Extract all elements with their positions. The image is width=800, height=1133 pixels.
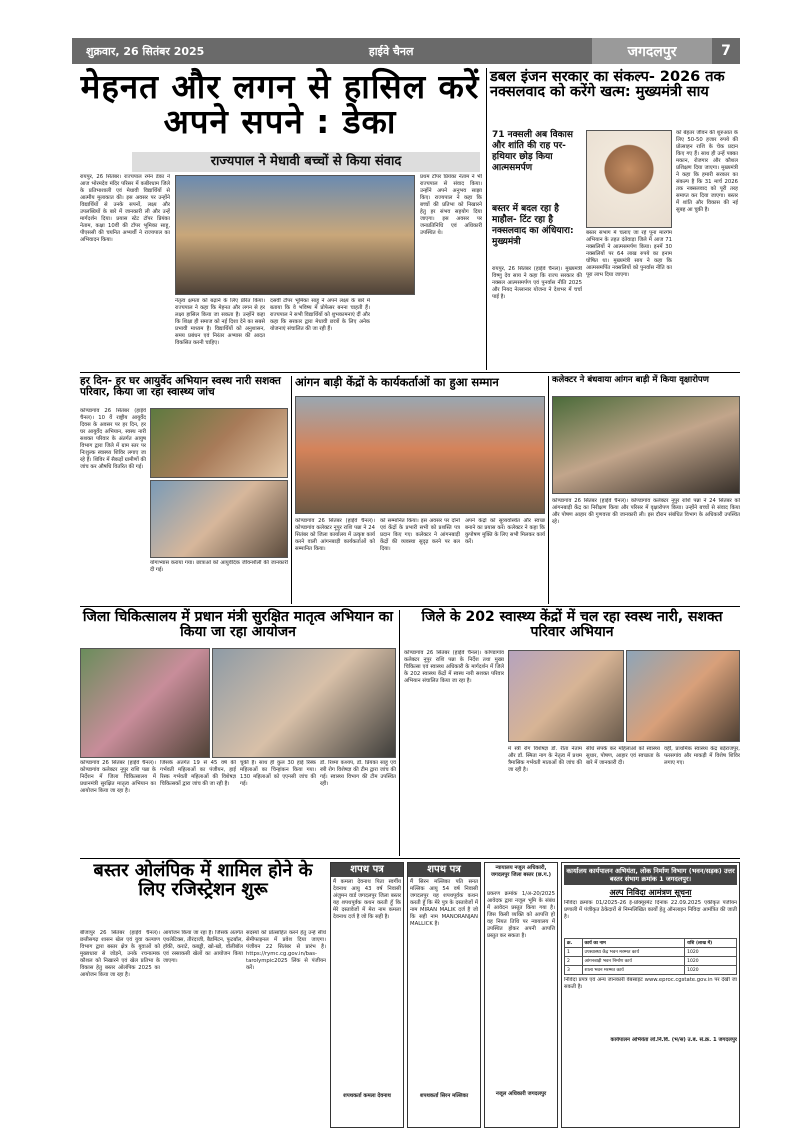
bastar-body-3: सदस्यों को प्रोत्साहित करने हेतु उन्हें सीधे सेमीफाइनल में प्रवेश दिया जाएगा। पंजीयन 22 सितंबर से प्रारंभ है। https://rymc.cg.gov.in/bas-tarolympic2025 लिंक से पंजीयन करें। [246, 930, 326, 971]
health-body-1: कोण्डागांव 26 सितंबर (हाईवे चैनल)। कोण्डागांव कलेक्टर नूपुर राशि पन्ना के निर्देश तथा मुख्य चिकित्सा एवं स्वास्थ्य अधिकारी के मार्गदर्शन में जिले के 202 स्वास्थ्य केंद्रों में स्वस्थ नारी सशक्त परिवार अभियान संचालित किया जा रहा है। [404, 650, 504, 684]
pm-headline: जिला चिकित्सालय में प्रधान मंत्री सुरक्षित मातृत्व अभियान का किया जा रहा आयोजन [82, 609, 394, 640]
anganwadi-body-2: को सम्मानित किया। इस अवसर पर दोनों एवं केंद्रों के प्रभारी सभी को प्रशस्ति पत्र प्रदान किए गए। कलेक्टर ने आंगनबाड़ी केंद्रों की व्यवस्था सुदृढ़ करने पर बल दिया। [380, 518, 460, 552]
bastar-body-1: बीजापुर 26 सितंबर (हाईवे चैनल)। छत्तीसगढ़ शासन खेल एवं युवा कल्याण विभाग द्वारा बस्तर क्षेत्र के युवाओं को मुख्यधारा से जोड़ने, उनके रचनात्मक कौशल को निखारने एवं खेल प्रतिभा के विकास हेतु बस्तर ओलंपिक 2025 का आयोजन किया जा रहा है। [80, 930, 160, 978]
tender-col-3: राशि (लाख में) [685, 939, 737, 948]
anganwadi-headline: आंगन बाड़ी केंद्रों के कार्यकर्ताओं का हुआ सम्मान [295, 375, 499, 389]
table-row: 3 शाला भवन मरम्मत कार्य 1020 [565, 966, 737, 975]
tender-title: कार्यालय कार्यपालन अभियंता, लोक निर्माण विभाग (भवन/सड़क) उत्तर बस्तर संभाग क्रमांक 1 जगदलपुर। [564, 865, 737, 885]
health-headline: जिले के 202 स्वास्थ्य केंद्रों में चल रहा स्वस्थ नारी, सशक्त परिवार अभियान [421, 609, 723, 640]
health-body-4: वहीं, प्राथमिक स्वास्थ्य केंद्र बड़ेराजपुर, फरसगांव और माकड़ी में विशेष शिविर लगाए गए। [664, 746, 740, 766]
pm-photo-2 [212, 648, 396, 758]
anganwadi-body-1: कोण्डागांव 26 सितंबर (हाईवे चैनल)। कोण्डागांव कलेक्टर नूपुर राशि पन्ना ने 24 सितंबर को जिला कार्यालय में उत्कृष्ट कार्य करने वाली आंगनबाड़ी कार्यकर्ताओं को सम्मानित किया। [295, 518, 375, 552]
court-notice [484, 862, 558, 1128]
ayush-headline: हर दिन- हर घर आयुर्वेद अभियान स्वस्थ नारी सशक्त परिवार, किया जा रहा स्वास्थ्य जांच [80, 375, 281, 399]
tree-photo [552, 396, 740, 494]
ayush-body: कोण्डागांव 26 सितंबर (हाईवे चैनल)। 10 वें राष्ट्रीय आयुर्वेद दिवस के अवसर पर हर दिन, हर घर आयुर्वेद अभियान, स्वस्थ नारी सशक्त परिवार के अंतर्गत आयुष विभाग द्वारा जिले में ग्राम स्तर पर निःशुल्क स्वास्थ्य शिविर लगाए जा रहे हैं। शिविर में सैकड़ों ग्रामीणों की जांच कर औषधि वितरित की गई। [80, 408, 146, 470]
lead-body-4: प्रथम टॉपर प्रियंका नेताम ने भी राज्यपाल से संवाद किया। उन्होंने अपने अनुभव साझा किए। राज्यपाल ने कहा कि बच्चों की प्रतिभा को निखारने हेतु हर संभव सहयोग दिया जाएगा। इस अवसर पर जनप्रतिनिधि एवं अधिकारी उपस्थित थे। [420, 174, 482, 236]
pm-photo-1 [80, 648, 210, 758]
oath-notice-1 [330, 862, 404, 1128]
pm-body-2: जिसके अंतर्गत 19 से 45 वर्ष की गर्भवती महिलाओं का पंजीयन, हाई रिस्क गर्भवती महिलाओं की विशेषज्ञ चिकित्सकों द्वारा जांच की जा रही है। [160, 760, 236, 787]
health-photo-2 [626, 650, 740, 742]
cm-headline: डबल इंजन सरकार का संकल्प- 2026 तक नक्सलवाद को करेंगे खत्म: मुख्यमंत्री साय [490, 69, 725, 101]
court-body: प्रकरण क्रमांक 1/अ-20/2025 आवेदक द्वारा नजूल भूमि के संबंध में आवेदन प्रस्तुत किया गया है। जिस किसी व्यक्ति को आपत्ति हो वह नियत तिथि पर न्यायालय में उपस्थित होकर अपनी आपत्ति प्रस्तुत कर सकता है। [487, 891, 555, 939]
oath-sign-2: शपथकर्ता सिरन मल्लिका [419, 1093, 469, 1099]
bastar-headline: बस्तर ओलंपिक में शामिल होने के लिए रजिस्ट्रेशन शुरू [93, 860, 313, 900]
cm-photo [586, 130, 672, 228]
tender-table [564, 938, 737, 975]
pm-body-3: चुकी हैं। साथ ही कुल 30 हाई रिस्क महिलाओं का चिन्हांकन किया गया। 130 महिलाओं को एएनसी जांच की गई। [240, 760, 316, 787]
cm-body-1: रायपुर, 26 सितंबर (हाईवे चैनल)। मुख्यमंत्री विष्णु देव साय ने कहा कि राज्य सरकार की नक्सल आत्मसमर्पण एवं पुनर्वास नीति 2025 और नियद नेल्लानार योजना ने देशभर में चर्चा पाई है। [492, 266, 582, 300]
lead-subhead: राज्यपाल ने मेधावी बच्चों से किया संवाद [132, 152, 480, 172]
health-body-2: में स्त्री रोग विशेषज्ञ डॉ. रीता नेताम और डॉ. स्मिता नाग के नेतृत्व में प्रथम त्रैमासिक गर्भवती माताओं की जांच की जा रही है। [508, 746, 582, 773]
court-sign: नजूल अधिकारी जगदलपुर [495, 1091, 547, 1097]
tender-sign: कार्यपालन अभियंता लो.नि.वि. (भ/स) उ.ब. सं.क्र. 1 जगदलपुर [610, 1037, 737, 1043]
issue-date: शुक्रवार, 26 सितंबर 2025 [86, 44, 205, 58]
table-row: 2 आंगनबाड़ी भवन निर्माण कार्य 1020 [565, 957, 737, 966]
lead-body-3: दसवीं टॉपर भूमिका साहू ने अपने लक्ष्य के बारे में बताया कि वे भविष्य में प्रोफेसर बनना चाहती हैं। राज्यपाल ने सभी विद्यार्थियों को शुभकामनाएं दीं और कहा कि सरकार द्वारा मेधावी छात्रों के लिए अनेक योजनाएं संचालित की जा रही हैं। [270, 298, 370, 332]
masthead-bar [72, 38, 592, 64]
tender-body: निविदा क्रमांक 01/2025-26 ई-प्रोक्यूरमेंट दिनांक 22.09.2025 एकीकृत पंजीयन प्रणाली में पंजीकृत ठेकेदारों से निम्नलिखित कार्यों हेतु ऑनलाइन निविदा आमंत्रित की जाती है। [564, 900, 737, 920]
bastar-body-2: आयोजन किया जा रहा है। जिसके अंतर्गत एथलेटिक्स, तीरंदाजी, बैडमिंटन, फुटबॉल, हॉकी, कराटे, कबड्डी, खो-खो, वॉलीबॉल एवं रस्साकसी खेलों का आयोजन किया जाएगा। [163, 930, 243, 964]
governor-photo [175, 175, 415, 295]
tender-notice [561, 862, 740, 1128]
pm-body-1: कोण्डागांव 26 सितंबर (हाईवे चैनल)। कोण्डागांव कलेक्टर नूपुर राशि पन्ना के निर्देशन में जिला चिकित्सालय में प्रधानमंत्री सुरक्षित मातृत्व अभियान का आयोजन किया जा रहा है। [80, 760, 156, 794]
cm-bullet-1: 71 नक्सली अब विकास और शांति की राह पर- हथियार छोड़ किया आत्मसमर्पण [492, 130, 573, 173]
paper-name: हाईवे चैनल [368, 44, 414, 58]
health-body-3: सीधे संपर्क कर महिलाओं को स्वास्थ्य सुधार, पोषण, आहार एवं स्वच्छता के बारे में जानकारी दी। [586, 746, 660, 766]
ayush-caption: योगाभ्यास कराया गया। छात्राओं को आयुर्वेदिक जीवनशैली की जानकारी दी गई। [150, 560, 288, 573]
tender-subtitle: अल्प निविदा आमंत्रण सूचना [609, 888, 692, 897]
health-photo-1 [508, 650, 624, 742]
tree-body: कोण्डागांव 26 सितंबर (हाईवे चैनल)। कोण्डागांव कलेक्टर नूपुर राशि पन्ना ने 24 सितंबर को आंगनबाड़ी केंद्र का निरीक्षण किया और परिसर में वृक्षारोपण किया। उन्होंने बच्चों से संवाद किया और पोषण आहार की गुणवत्ता की जानकारी ली। इस दौरान संबंधित विभाग के अधिकारी उपस्थित रहे। [552, 498, 740, 525]
oath-title-1: शपथ पत्र [331, 863, 403, 877]
anganwadi-body-3: अपने केंद्रों को सुव्यवस्थित और स्वच्छ बनाने का प्रयास करें। कलेक्टर ने कहा कि कुपोषण मुक्ति के लिए सभी मिलकर कार्य करें। [465, 518, 545, 545]
tree-headline: कलेक्टर ने बंधवाया आंगन बाड़ी में किया वृक्षारोपण [552, 375, 709, 385]
edition-city: जगदलपुर [592, 38, 712, 64]
oath-body-1: मैं कमला देवनाथ पिता स्वर्गीय देवनाथ आयु 43 वर्ष निवासी अंजुमन वार्ड जगदलपुर जिला बस्तर यह शपथपूर्वक कथन करती हूँ कि मेरे दस्तावेजों में मेरा नाम कमला देवनाथ दर्ज है जो कि सही है। [333, 879, 401, 920]
page-number: 7 [712, 38, 740, 64]
lead-body-2: नेतृत्व क्षमता को बढ़ाने के लिए प्रेरित किया। राज्यपाल ने कहा कि मेहनत और लगन से हर लक्ष्य हासिल किया जा सकता है। उन्होंने कहा कि शिक्षा ही समाज को नई दिशा देने का सबसे प्रभावी माध्यम है। विद्यार्थियों को अनुशासन, समय प्रबंधन एवं निरंतर अभ्यास की आदत विकसित करनी चाहिए। [175, 298, 265, 346]
oath-title-2: शपथ पत्र [408, 863, 480, 877]
tender-col-1: क्र. [565, 939, 583, 948]
cm-bullet-2: बस्तर में बदल रहा है माहौल- टिंट रहा है नक्सलवाद का अंधियारा: मुख्यमंत्री [492, 204, 574, 247]
lead-headline: मेहनत और लगन से हासिल करें अपने सपने : डेका [80, 67, 480, 141]
cm-body-3: को बेहतर जीवन की शुरुआत के लिए 50-50 हजार रुपये की प्रोत्साहन राशि के चेक प्रदान किए गए हैं। साथ ही उन्हें पक्का मकान, रोजगार और कौशल प्रशिक्षण दिया जाएगा। मुख्यमंत्री ने कहा कि हमारी सरकार का संकल्प है कि 31 मार्च 2026 तक नक्सलवाद को पूरी तरह समाप्त कर दिया जाएगा। बस्तर में शांति और विकास की नई सुबह आ चुकी है। [676, 130, 738, 213]
pm-body-4: डॉ. रिश्मा कश्यप, डॉ. प्रियंका साहू एवं स्त्री रोग विशेषज्ञ की टीम द्वारा जांच की गई। स्वास्थ्य विभाग की टीम उपस्थित रही। [320, 760, 396, 787]
cm-body-2: बस्तर संभाग में चलाए जा रहे पूना मारगेम अभियान के तहत दंतेवाड़ा जिले में आज 71 नक्सलियों ने आत्मसमर्पण किया। इनमें 30 नक्सलियों पर 64 लाख रुपये का इनाम घोषित था। मुख्यमंत्री साय ने कहा कि आत्मसमर्पित नक्सलियों को पुनर्वास नीति का पूरा लाभ दिया जाएगा। [586, 230, 672, 278]
table-row: 1 उपस्वास्थ्य केंद्र भवन मरम्मत कार्य 1020 [565, 948, 737, 957]
anganwadi-photo [295, 396, 545, 514]
oath-body-2: मैं सिरन मल्लिका पति सनत मल्लिक आयु 54 वर्ष निवासी जगदलपुर यह शपथपूर्वक कथन करती हूँ कि मेरे पुत्र के दस्तावेजों में नाम MIRAN MALIK दर्ज है जो कि सही नाम MANORANJAN MALLICK है। [410, 879, 478, 927]
lead-body-1: रायपुर, 26 सितंबर। राज्यपाल रमेन डेका ने आज भोरमदेव मंदिर परिसर में कबीरधाम जिले के प्रतिभाशाली एवं मेधावी विद्यार्थियों से आत्मीय मुलाकात की। इस अवसर पर उन्होंने विद्यार्थियों से उनके सपनों, लक्ष्य और उपलब्धियों के बारे में जानकारी ली और उन्हें मार्गदर्शन दिया। प्रयास स्टेट टॉपर प्रियंका नेताम, कक्षा 10वीं की टॉपर भूमिका साहू, पीएससी की चयनित अभ्यर्थी ने राज्यपाल का अभिवादन किया। [80, 174, 170, 243]
tender-note: निविदा प्रपत्र एवं अन्य जानकारी वेबसाइट www.eproc.cgstate.gov.in पर देखी जा सकती है। [564, 977, 737, 990]
ayush-photo-1 [150, 408, 288, 478]
ayush-photo-2 [150, 480, 288, 558]
oath-notice-2 [407, 862, 481, 1128]
tender-col-2: कार्य का नाम [582, 939, 685, 948]
oath-sign-1: शपथकर्ता कमला देवनाथ [343, 1093, 391, 1099]
court-title: न्यायालय नजूल अधिकारी, जगदलपुर जिला बस्तर (छ.ग.) [490, 865, 552, 878]
